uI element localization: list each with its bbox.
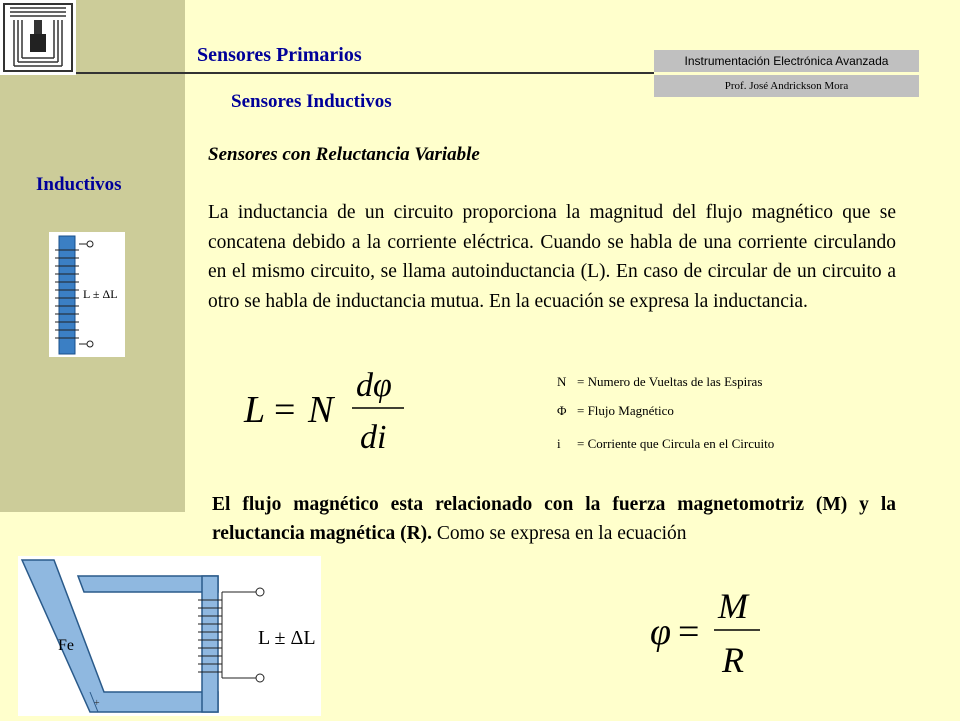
flux-equation-numerator: M xyxy=(718,586,748,626)
coil-label: L ± ΔL xyxy=(83,287,118,301)
equation-numerator: dφ xyxy=(356,367,392,404)
inductance-paragraph: La inductancia de un circuito proporciona la magnitud del flujo magnético que se concatena debido a la corriente eléctrica. Cuando se habla de una corriente circulando en el mismo circuito, se llama autoinductancia (L). En caso de circular de un circuito a otro se habla de inductancia mutua. En la ecuación se expresa la inductancia. xyxy=(208,202,896,312)
legend-item: Φ = Flujo Magnético xyxy=(557,403,674,418)
inductance-equation xyxy=(240,360,420,465)
magnetic-core-figure xyxy=(18,556,321,716)
flux-equation-denominator: R xyxy=(722,640,744,680)
equation-lhs: L xyxy=(244,389,266,431)
page-title: Sensores Primarios xyxy=(197,44,362,66)
flux-equation-lhs: φ xyxy=(650,611,672,653)
university-logo xyxy=(0,0,76,75)
core-label: Fe xyxy=(58,637,74,654)
flux-paragraph-bold: El flujo magnético esta relacionado con la fuerza magnetomotriz (M) y la reluctancia magnética (R). xyxy=(212,494,896,544)
professor-name: Prof. José Andrickson Mora xyxy=(654,75,919,97)
flux-equation xyxy=(640,580,770,685)
flux-equation-equals: = xyxy=(678,611,700,653)
flux-paragraph-rest: Como se expresa en la ecuación xyxy=(432,523,687,544)
sidebar-label: Inductivos xyxy=(36,174,122,195)
flux-paragraph xyxy=(212,490,896,548)
figure-coil-label: L ± ΔL xyxy=(258,627,316,649)
equation-equals: = xyxy=(274,389,296,431)
course-name: Instrumentación Electrónica Avanzada xyxy=(654,50,919,72)
legend-item: N = Numero de Vueltas de las Espiras xyxy=(557,374,763,389)
legend-item: i = Corriente que Circula en el Circuito xyxy=(557,436,775,451)
coil-diagram xyxy=(49,232,125,357)
svg-text:+: + xyxy=(94,698,100,709)
page-subtitle: Sensores Inductivos xyxy=(231,91,392,112)
section-heading: Sensores con Reluctancia Variable xyxy=(208,144,480,165)
equation-coef: N xyxy=(308,389,334,431)
equation-denominator: di xyxy=(360,419,387,456)
header-rule xyxy=(76,72,654,74)
